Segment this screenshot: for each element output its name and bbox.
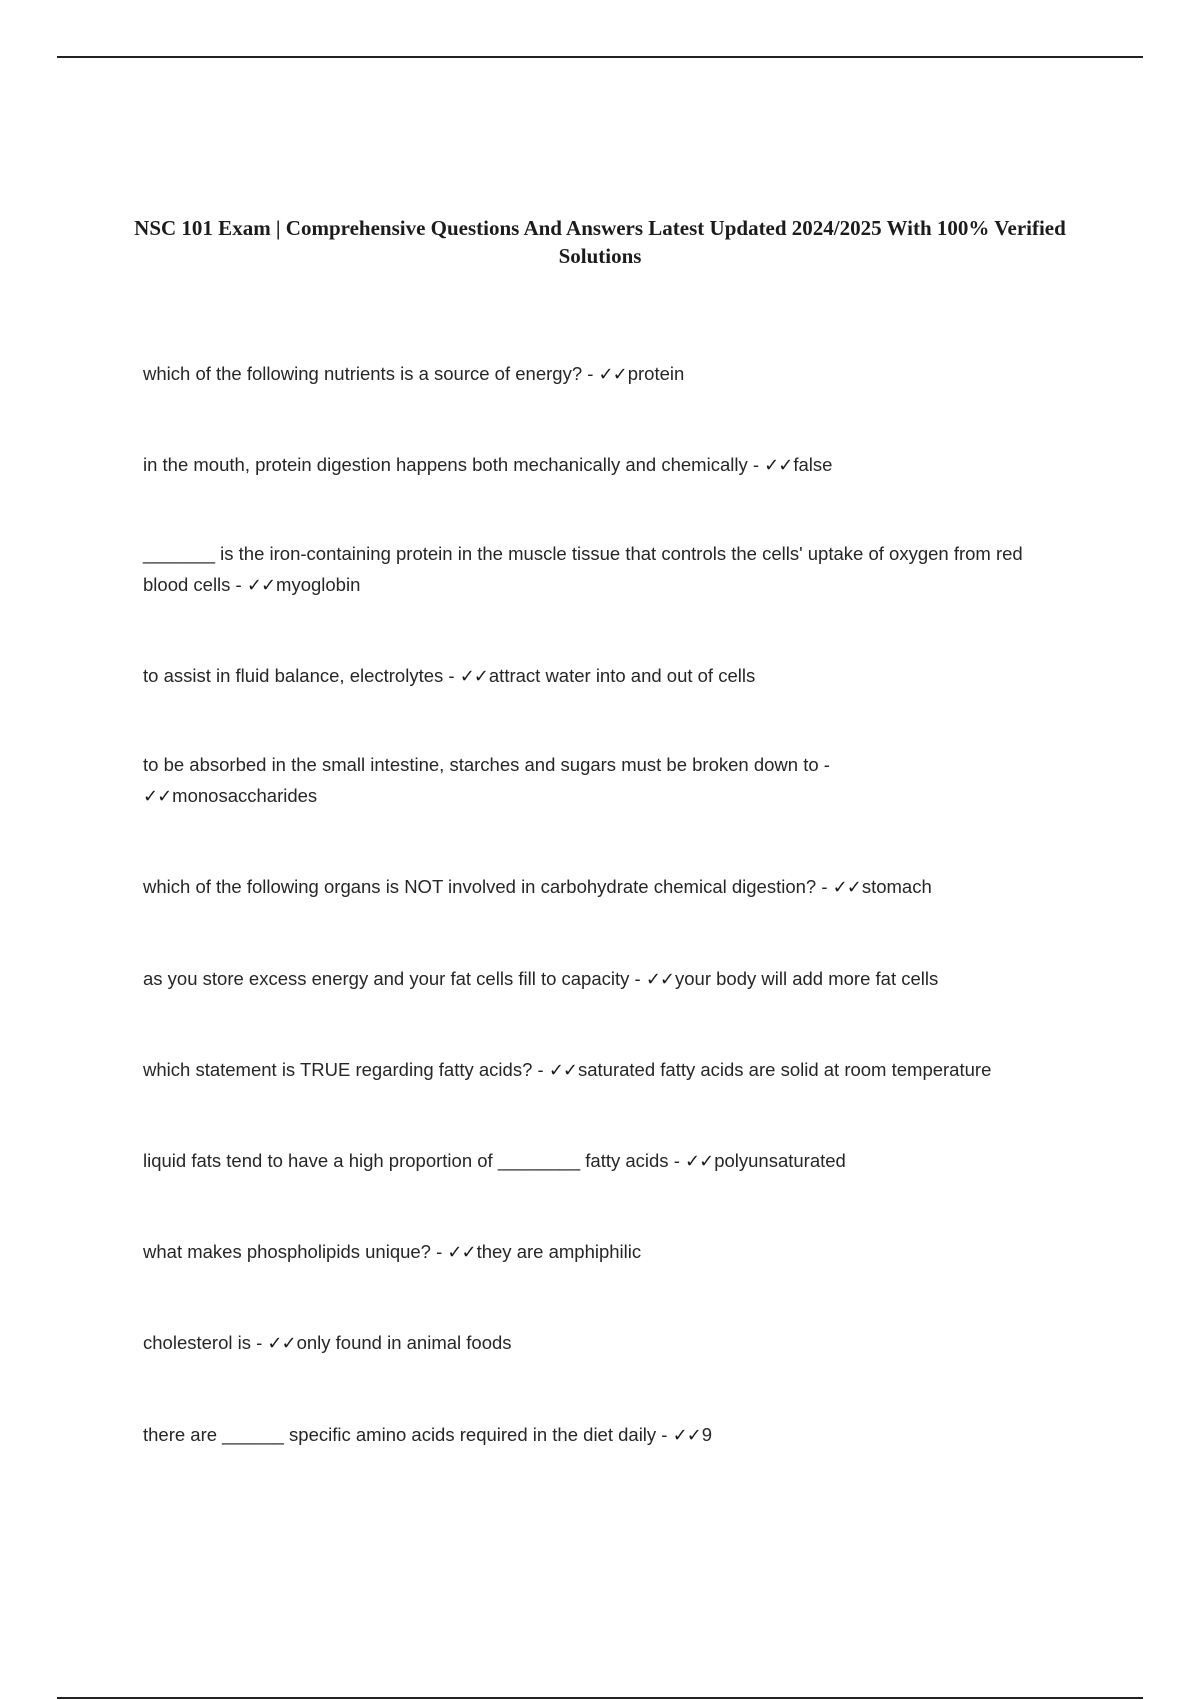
question-text: to be absorbed in the small intestine, starches and sugars must be broken down to -	[143, 754, 830, 775]
qa-item	[143, 871, 1073, 903]
double-check-icon: ✓✓	[832, 877, 861, 898]
qa-item	[143, 449, 1073, 481]
answer-text: attract water into and out of cells	[488, 665, 756, 686]
bottom-rule	[57, 1697, 1143, 1699]
answer-text: myoglobin	[276, 574, 361, 595]
double-check-icon: ✓✓	[645, 969, 674, 990]
double-check-icon: ✓✓	[447, 1242, 476, 1263]
question-text: in the mouth, protein digestion happens both mechanically and chemically -	[143, 454, 765, 475]
question-text: which of the following nutrients is a source of energy? -	[143, 363, 599, 384]
qa-item	[143, 660, 1073, 692]
double-check-icon: ✓✓	[548, 1060, 577, 1081]
double-check-icon: ✓✓	[267, 1333, 296, 1354]
answer-text: your body will add more fat cells	[675, 968, 939, 989]
question-text: liquid fats tend to have a high proportion of ________ fatty acids -	[143, 1150, 686, 1171]
qa-item	[143, 358, 1073, 390]
answer-text: 9	[701, 1424, 713, 1445]
double-check-icon: ✓✓	[685, 1151, 714, 1172]
answer-text: only found in animal foods	[296, 1332, 512, 1353]
answer-text: protein	[627, 363, 685, 384]
qa-item	[143, 963, 1073, 995]
answer-text: monosaccharides	[172, 785, 318, 806]
question-text: as you store excess energy and your fat cells fill to capacity -	[143, 968, 646, 989]
double-check-icon: ✓✓	[143, 786, 172, 807]
double-check-icon: ✓✓	[598, 364, 627, 385]
qa-item	[143, 1145, 1073, 1177]
document-title: NSC 101 Exam | Comprehensive Questions And Answers Latest Updated 2024/2025 With 100% Verified Solutions	[134, 216, 1066, 268]
qa-item	[143, 1236, 1073, 1268]
question-text: cholesterol is -	[143, 1332, 268, 1353]
answer-text: false	[793, 454, 833, 475]
question-text: what makes phospholipids unique? -	[143, 1241, 448, 1262]
answer-text: saturated fatty acids are solid at room temperature	[577, 1059, 992, 1080]
double-check-icon: ✓✓	[459, 666, 488, 687]
question-text: which of the following organs is NOT involved in carbohydrate chemical digestion? -	[143, 876, 833, 897]
question-text: to assist in fluid balance, electrolytes -	[143, 665, 460, 686]
answer-text: polyunsaturated	[714, 1150, 846, 1171]
answer-text: stomach	[861, 876, 932, 897]
question-text: there are ______ specific amino acids required in the diet daily -	[143, 1424, 673, 1445]
double-check-icon: ✓✓	[764, 455, 793, 476]
qa-item	[143, 1054, 1073, 1086]
question-text: _______ is the iron-containing protein in the muscle tissue that controls the cells' uptake of oxygen from red blood cells -	[143, 543, 1023, 595]
qa-item	[143, 538, 1073, 601]
answer-text: they are amphiphilic	[476, 1241, 642, 1262]
qa-item	[143, 1419, 1073, 1451]
question-text: which statement is TRUE regarding fatty acids? -	[143, 1059, 549, 1080]
qa-item	[143, 1327, 1073, 1359]
qa-item	[143, 749, 1073, 812]
double-check-icon: ✓✓	[246, 575, 276, 596]
double-check-icon: ✓✓	[672, 1425, 701, 1446]
